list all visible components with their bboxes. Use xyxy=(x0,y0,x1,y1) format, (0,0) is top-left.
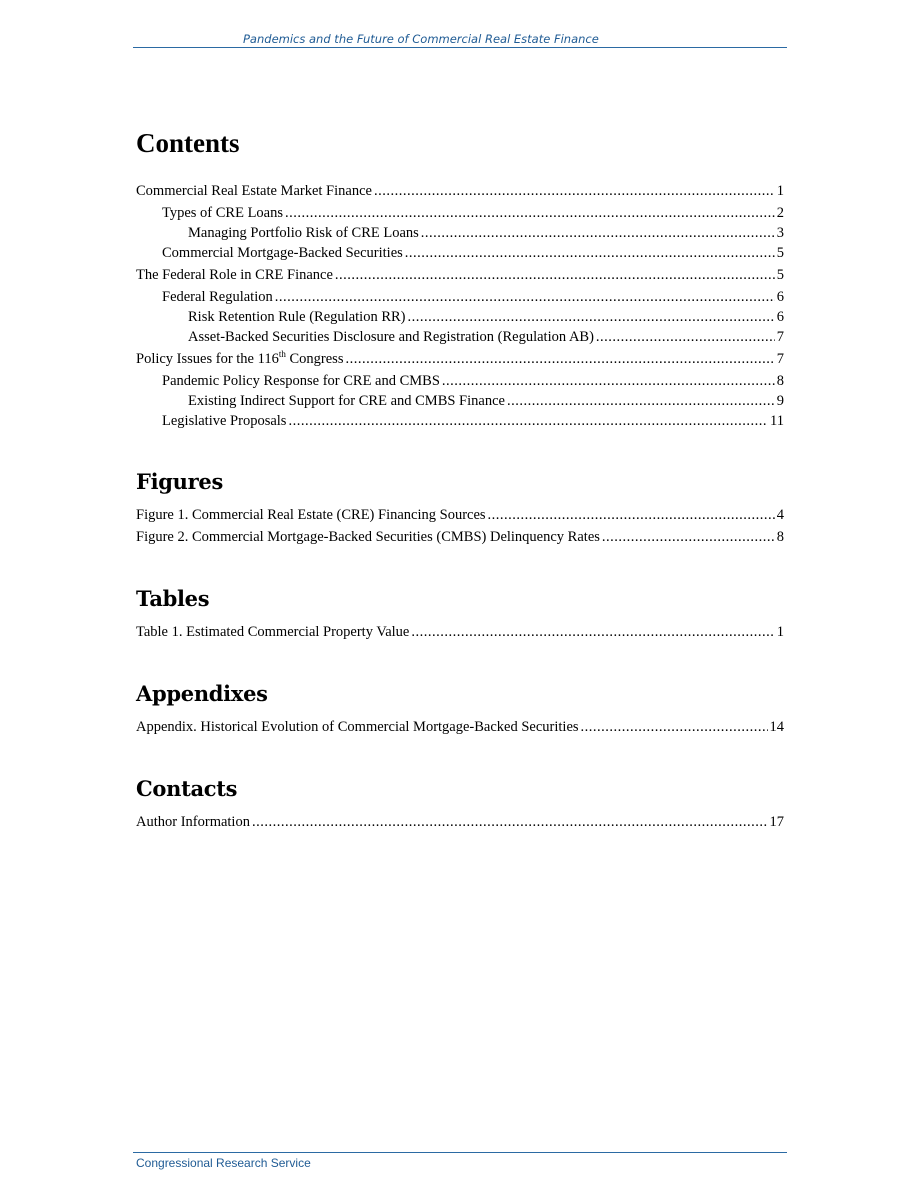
appendixes-heading: Appendixes xyxy=(136,681,268,706)
toc-entry[interactable] xyxy=(136,411,784,431)
toc-entry[interactable] xyxy=(136,717,784,737)
toc-entry-text: The Federal Role in CRE Finance xyxy=(136,267,333,283)
toc-entry-page: 7 xyxy=(776,329,784,345)
toc-entry-text-tail: Congress xyxy=(285,351,344,367)
toc-entry[interactable] xyxy=(136,203,784,223)
toc-entry-page: 2 xyxy=(776,205,784,221)
header-title: Pandemics and the Future of Commercial Real Estate Finance xyxy=(243,32,599,46)
dot-leader xyxy=(581,717,768,737)
toc-entry[interactable] xyxy=(136,287,784,307)
dot-leader xyxy=(507,391,775,411)
toc-entry-text: Legislative Proposals xyxy=(162,413,287,429)
table-of-contents xyxy=(136,128,784,832)
toc-entry-text: Figure 1. Commercial Real Estate (CRE) Financing Sources xyxy=(136,507,486,523)
toc-entry-text: Types of CRE Loans xyxy=(162,205,284,221)
toc-entry-text: Asset-Backed Securities Disclosure and Registration (Regulation AB) xyxy=(188,329,594,345)
toc-entry[interactable] xyxy=(136,181,784,201)
toc-entry-text: Risk Retention Rule (Regulation RR) xyxy=(188,309,406,325)
toc-entry-text: Commercial Real Estate Market Finance xyxy=(136,183,372,199)
toc-entry-text: Figure 2. Commercial Mortgage-Backed Securities (CMBS) Delinquency Rates xyxy=(136,529,600,545)
toc-entry-page: 9 xyxy=(776,393,784,409)
toc-entry-page: 1 xyxy=(776,183,784,199)
figures-section xyxy=(136,470,784,547)
dot-leader xyxy=(421,223,775,243)
toc-entry-page: 17 xyxy=(769,814,784,830)
toc-entry-text: Existing Indirect Support for CRE and CMBS Finance xyxy=(188,393,505,409)
toc-entry[interactable] xyxy=(136,527,784,547)
dot-leader xyxy=(288,411,768,431)
toc-entry[interactable] xyxy=(136,223,784,243)
contents-section xyxy=(136,128,784,431)
toc-entry[interactable] xyxy=(136,371,784,391)
toc-entry[interactable] xyxy=(136,349,784,369)
dot-leader xyxy=(411,622,774,642)
toc-entry-text: Commercial Mortgage-Backed Securities xyxy=(162,245,403,261)
toc-entry-page: 8 xyxy=(776,373,784,389)
dot-leader xyxy=(602,527,775,547)
toc-entry[interactable] xyxy=(136,265,784,285)
toc-entry-text: Managing Portfolio Risk of CRE Loans xyxy=(188,225,419,241)
toc-entry-page: 6 xyxy=(776,309,784,325)
toc-entry[interactable] xyxy=(136,505,784,525)
toc-entry-page: 8 xyxy=(776,529,784,545)
toc-entry-text: Federal Regulation xyxy=(162,289,273,305)
toc-entry-page: 1 xyxy=(776,624,784,640)
tables-heading: Tables xyxy=(136,586,210,611)
dot-leader xyxy=(488,505,775,525)
contacts-heading: Contacts xyxy=(136,776,238,801)
toc-entry[interactable] xyxy=(136,622,784,642)
dot-leader xyxy=(408,307,775,327)
toc-entry-page: 4 xyxy=(776,507,784,523)
toc-entry-page: 6 xyxy=(776,289,784,305)
toc-entry-text: Author Information xyxy=(136,814,250,830)
toc-entry-page: 3 xyxy=(776,225,784,241)
toc-entry[interactable] xyxy=(136,243,784,263)
toc-entry[interactable] xyxy=(136,307,784,327)
toc-entry-page: 7 xyxy=(776,351,784,367)
running-footer xyxy=(133,1152,787,1170)
toc-entry-text: Appendix. Historical Evolution of Commercial Mortgage-Backed Securities xyxy=(136,719,579,735)
dot-leader xyxy=(442,371,775,391)
toc-entry-page: 5 xyxy=(776,245,784,261)
dot-leader xyxy=(335,265,775,285)
toc-entry-page: 11 xyxy=(770,413,784,429)
dot-leader xyxy=(275,287,775,307)
toc-entry[interactable] xyxy=(136,812,784,832)
dot-leader xyxy=(345,349,774,369)
dot-leader xyxy=(285,203,775,223)
toc-entry[interactable] xyxy=(136,391,784,411)
toc-entry-text-main: Policy Issues for the 116 xyxy=(136,351,279,367)
dot-leader xyxy=(252,812,768,832)
toc-entry-text: Table 1. Estimated Commercial Property Value xyxy=(136,624,410,640)
figures-heading: Figures xyxy=(136,469,223,494)
running-header xyxy=(133,33,787,48)
tables-section xyxy=(136,587,784,642)
toc-entry-page: 14 xyxy=(769,719,784,735)
toc-entry-text: Pandemic Policy Response for CRE and CMBS xyxy=(162,373,440,389)
toc-entry[interactable] xyxy=(136,327,784,347)
footer-text: Congressional Research Service xyxy=(136,1156,311,1170)
contacts-section xyxy=(136,777,784,832)
dot-leader xyxy=(405,243,775,263)
toc-entry-page: 5 xyxy=(776,267,784,283)
contents-heading: Contents xyxy=(136,128,240,158)
ordinal-suffix: th xyxy=(278,349,286,360)
toc-entry-text xyxy=(136,349,343,369)
dot-leader xyxy=(374,181,775,201)
dot-leader xyxy=(596,327,775,347)
appendixes-section xyxy=(136,682,784,737)
